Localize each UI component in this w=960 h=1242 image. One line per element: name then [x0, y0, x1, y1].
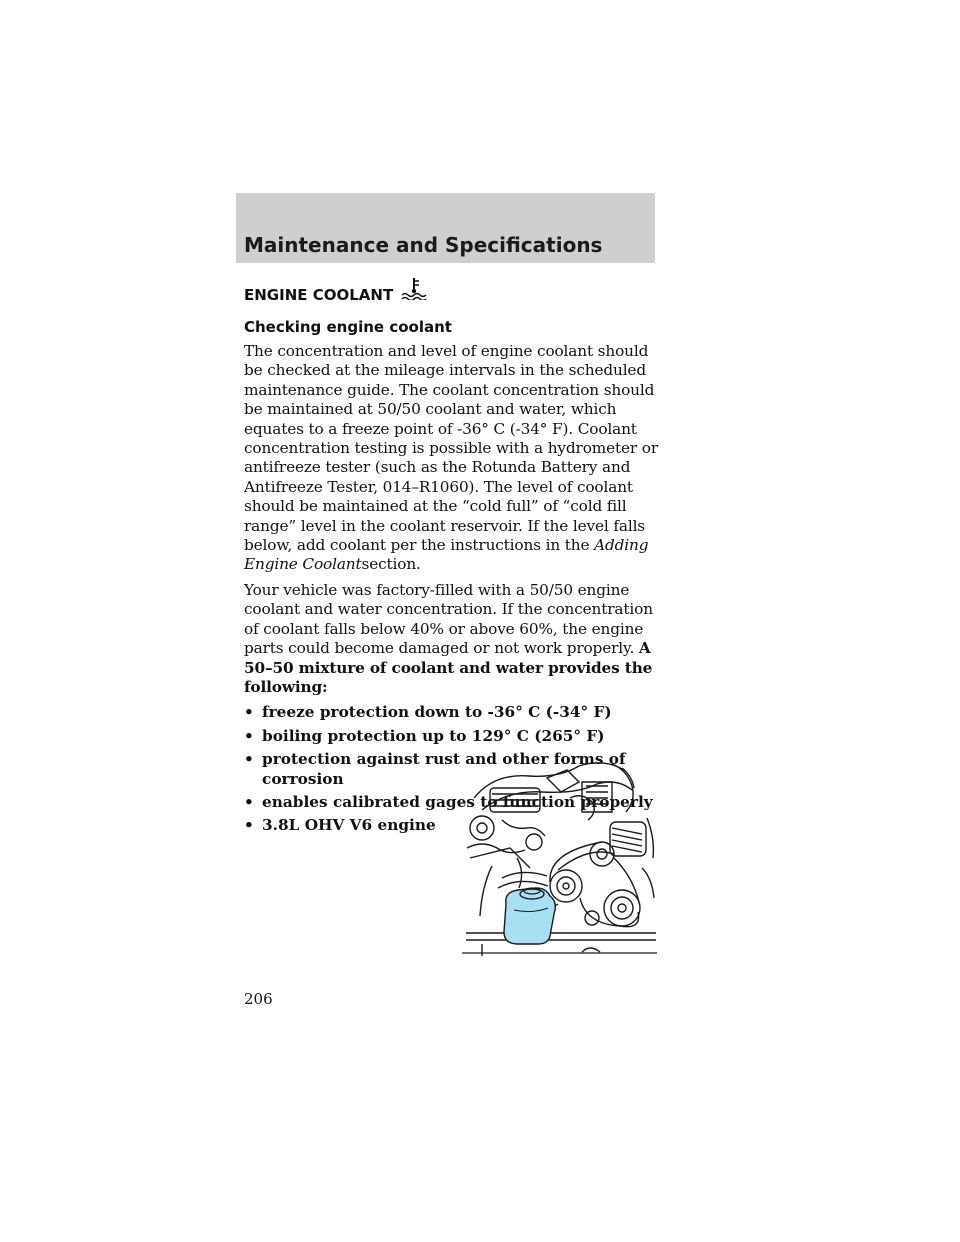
list-item-text: freeze protection down to -36° C (-34° F): [262, 703, 612, 722]
list-item: [244, 703, 664, 722]
bullet-symbol: •: [244, 726, 254, 745]
page-content: [244, 280, 664, 840]
paragraph-concentration: [244, 342, 664, 575]
coolant-reservoir: [504, 888, 555, 944]
list-item-text: boiling protection up to 129° C (265° F): [262, 726, 605, 745]
list-item-text: enables calibrated gages to function properly: [262, 792, 653, 811]
engine-line-drawing: [462, 758, 657, 958]
paragraph-factory-fill: [244, 581, 664, 697]
section-heading-text: ENGINE COOLANT: [244, 286, 394, 304]
coolant-temperature-icon: [399, 276, 429, 304]
paragraph-factory-fill-bold: A 50–50 mixture of coolant and water provides the following:: [244, 639, 653, 696]
paragraph-concentration-tail: section.: [361, 555, 421, 574]
section-heading: [244, 280, 664, 304]
paragraph-concentration-text: The concentration and level of engine coolant should be checked at the mileage intervals in the scheduled maintenance guide. The coolant concentration should be maintained at 50/50 coolant and water, which equates to a freeze point of -36° C (-34° F). Coolant concentration testing is possible with a hydrometer or antifreeze tester (such as the Rotunda Battery and Antifreeze Tester, 014–R1060). The level of coolant should be maintained at the “cold full” of “cold fill range” level in the coolant reservoir. If the level falls below, add coolant per the instructions in the: [244, 342, 659, 555]
bullet-symbol: •: [244, 816, 254, 835]
list-item: [244, 727, 664, 746]
bullet-symbol: •: [244, 792, 254, 811]
bullet-symbol: •: [244, 703, 254, 722]
cross-reference-link: Adding Engine Coolant: [244, 536, 649, 574]
engine-list-item-text: 3.8L OHV V6 engine: [262, 816, 436, 835]
subsection-heading: Checking engine coolant: [244, 318, 452, 336]
bullet-symbol: •: [244, 750, 254, 769]
page-number: 206: [244, 990, 273, 1008]
paragraph-factory-fill-text: Your vehicle was factory-filled with a 50/50 engine coolant and water concentration. If the concentration of coolant falls below 40% or above 60%, the engine parts could become damaged or not work properly.: [244, 580, 653, 658]
list-item-text: protection against rust and other forms of corrosion: [262, 750, 626, 788]
engine-compartment-illustration: [462, 758, 657, 958]
page-title: Maintenance and Specifications: [244, 233, 603, 257]
